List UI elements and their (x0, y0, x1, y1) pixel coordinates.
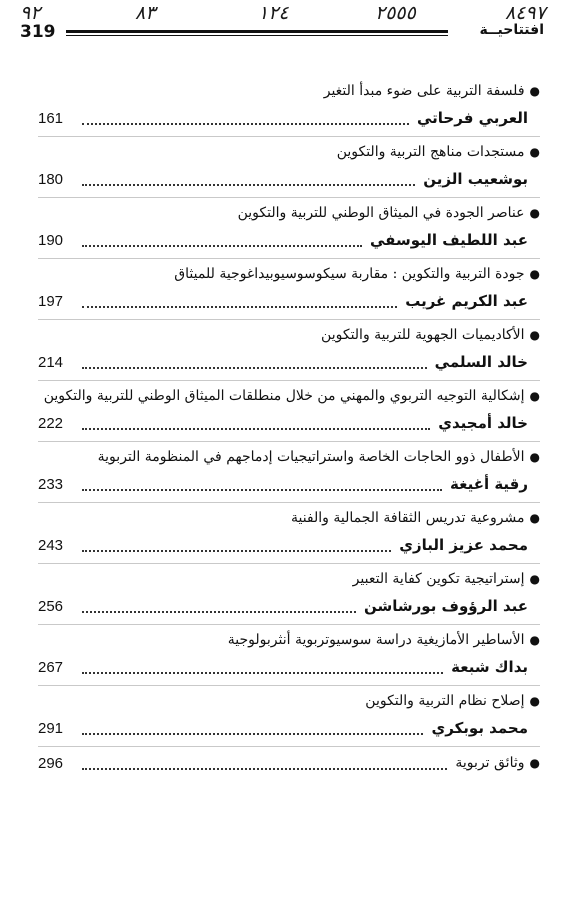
entry-page: 233 (38, 475, 64, 493)
toc-entry[interactable] (38, 202, 540, 259)
bullet-icon: ● (529, 633, 540, 647)
entry-title: الأطفال ذوو الحاجات الخاصة واستراتيجيات إدماجهم في المنظومة التربوية (97, 449, 525, 465)
entry-page: 222 (38, 414, 64, 432)
dot-leader (82, 233, 362, 247)
dot-leader (82, 416, 430, 430)
toc-entry[interactable] (38, 80, 540, 137)
page-number: 319 (20, 22, 56, 42)
dot-leader (82, 599, 356, 613)
entry-page: 214 (38, 353, 64, 371)
entry-page: 161 (38, 109, 64, 127)
bullet-icon: ● (529, 145, 540, 159)
bullet-icon: ● (529, 84, 540, 98)
handwritten-note: ٩٢ (20, 2, 41, 24)
entry-title: الأكاديميات الجهوية للتربية والتكوين (321, 327, 525, 343)
entry-page: 197 (38, 292, 64, 310)
handwritten-note: ٨٣ (135, 2, 156, 24)
bullet-icon: ● (529, 756, 540, 770)
entry-title: وثائق تربوية (455, 755, 525, 771)
bullet-icon: ● (529, 267, 540, 281)
bullet-icon: ● (529, 572, 540, 586)
toc-entry[interactable] (38, 446, 540, 503)
toc-entry[interactable] (38, 324, 540, 381)
dot-leader (82, 355, 427, 369)
entry-author: محمد بوبكري (431, 719, 528, 737)
dot-leader (82, 660, 443, 674)
dot-leader (82, 538, 391, 552)
bullet-icon: ● (529, 206, 540, 220)
toc-entry[interactable] (38, 751, 540, 782)
dot-leader (82, 721, 423, 735)
toc-entry[interactable] (38, 690, 540, 747)
entry-title: إستراتيجية تكوين كفاية التعبير (352, 571, 525, 587)
entry-author: محمد عزيز البازي (399, 536, 528, 554)
entry-title: مستجدات مناهج التربية والتكوين (336, 144, 525, 160)
entry-author: عبد الكريم غريب (405, 292, 528, 310)
entry-page: 190 (38, 231, 64, 249)
entry-page: 296 (38, 754, 64, 772)
toc-entry[interactable] (38, 385, 540, 442)
bullet-icon: ● (529, 694, 540, 708)
handwritten-note: ٢٥٥٥ (375, 2, 416, 24)
dot-leader (82, 477, 442, 491)
handwritten-note: ١٢٤ (258, 2, 289, 24)
entry-page: 180 (38, 170, 64, 188)
toc-entry[interactable] (38, 629, 540, 686)
toc-entry[interactable] (38, 263, 540, 320)
toc-entry[interactable] (38, 141, 540, 198)
bullet-icon: ● (529, 450, 540, 464)
entry-title: عناصر الجودة في الميثاق الوطني للتربية والتكوين (237, 205, 525, 221)
handwritten-note: ٨٤٩٧ (505, 2, 546, 24)
entry-page: 267 (38, 658, 64, 676)
entry-title: جودة التربية والتكوين : مقاربة سيكوسوسيوبيداغوجية للميثاق (174, 266, 525, 282)
section-title: افتتاحيــة (479, 22, 544, 38)
table-of-contents (38, 80, 540, 786)
entry-title: إصلاح نظام التربية والتكوين (365, 693, 525, 709)
entry-page: 243 (38, 536, 64, 554)
entry-author: خالد السلمي (434, 353, 528, 371)
entry-title: إشكالية التوجيه التربوي والمهني من خلال منطلقات الميثاق الوطني للتربية والتكوين (43, 388, 525, 404)
entry-page: 256 (38, 597, 64, 615)
header-rule (66, 30, 448, 36)
dot-leader (82, 172, 415, 186)
entry-title: فلسفة التربية على ضوء مبدأ التغير (323, 83, 525, 99)
entry-author: عبد الرؤوف بورشاشن (364, 597, 528, 615)
entry-author: عبد اللطيف اليوسفي (370, 231, 528, 249)
entry-author: خالد أمجيدي (438, 414, 528, 432)
bullet-icon: ● (529, 328, 540, 342)
entry-author: العربي فرحاتي (416, 109, 528, 127)
entry-page: 291 (38, 719, 64, 737)
bullet-icon: ● (529, 511, 540, 525)
entry-title: الأساطير الأمازيغية دراسة سوسيوتربوية أنثربولوجية (227, 632, 525, 648)
bullet-icon: ● (529, 389, 540, 403)
dot-leader (82, 111, 409, 125)
dot-leader (82, 294, 397, 308)
toc-entry[interactable] (38, 507, 540, 564)
toc-entry[interactable] (38, 568, 540, 625)
page-header (20, 22, 544, 44)
entry-author: بوشعيب الزين (423, 170, 528, 188)
entry-author: رقية أغيغة (450, 475, 528, 493)
entry-title: مشروعية تدريس الثقافة الجمالية والفنية (290, 510, 525, 526)
entry-author: بداك شبعة (451, 658, 528, 676)
dot-leader (82, 756, 447, 770)
